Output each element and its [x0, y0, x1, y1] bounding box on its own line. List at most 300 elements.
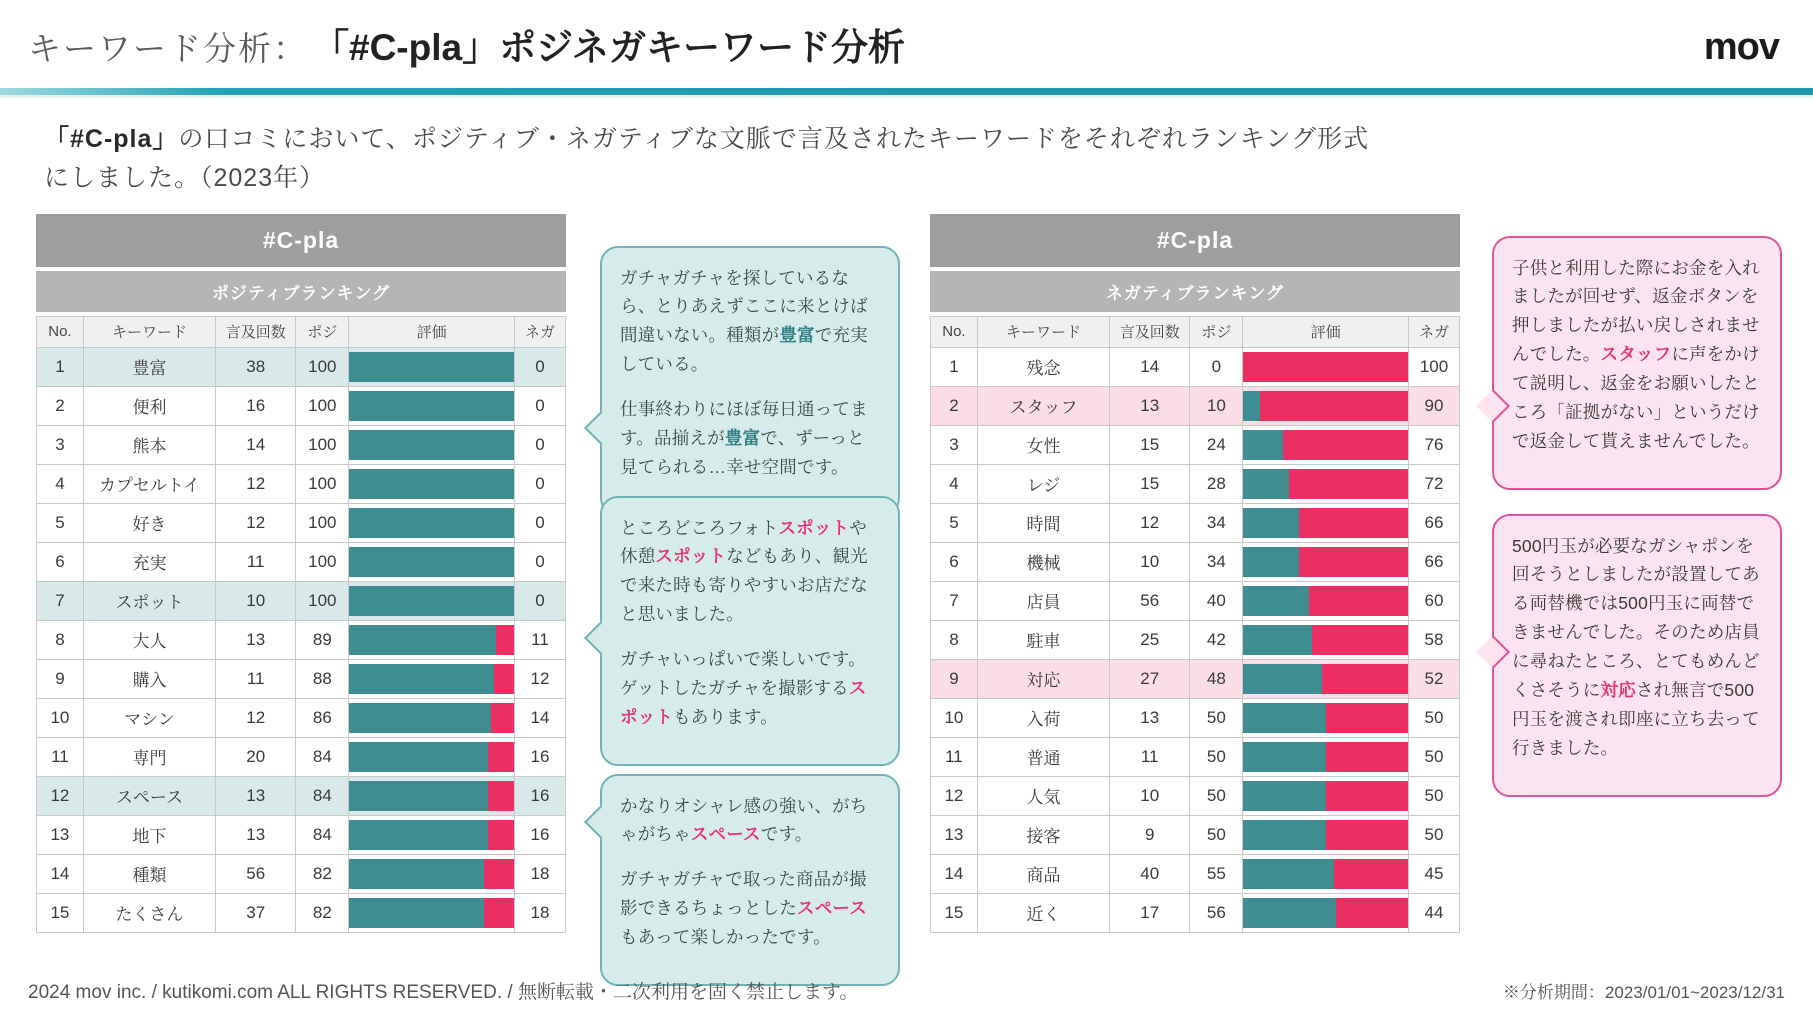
cell-negative-score: 90 [1408, 386, 1459, 425]
callout-paragraph [620, 645, 880, 732]
table-row [931, 737, 1460, 776]
col-no: No. [37, 316, 84, 347]
page-footer [0, 977, 1813, 1004]
cell-negative-score: 16 [514, 776, 565, 815]
rating-bar-negative [488, 781, 514, 811]
cell-rating-bar [1243, 464, 1409, 503]
cell-rating-bar [349, 464, 515, 503]
intro-text [44, 120, 1784, 198]
rating-bar-positive [1243, 664, 1322, 694]
cell-count: 56 [216, 854, 296, 893]
cell-rank: 14 [37, 854, 84, 893]
rating-bar [349, 820, 514, 850]
rating-bar-negative [494, 664, 514, 694]
rating-bar-positive [1243, 898, 1335, 928]
table-header-row [37, 316, 566, 347]
callout-text: です。 [760, 824, 813, 845]
cell-negative-score: 72 [1408, 464, 1459, 503]
callout-text: 子供と利用した際にお金を入れましたが回せず、返金ボタンを押しましたが払い戻しされませんでした。 [1512, 257, 1760, 365]
cell-rating-bar [349, 386, 515, 425]
positive-panel-title: #C-pla [36, 214, 566, 267]
cell-keyword: 近く [977, 893, 1109, 932]
cell-keyword: 購入 [83, 659, 215, 698]
callout-paragraph [620, 264, 880, 380]
cell-keyword: レジ [977, 464, 1109, 503]
cell-rank: 10 [931, 698, 978, 737]
callout-paragraph [620, 514, 880, 630]
rating-bar-negative [1243, 352, 1408, 382]
cell-negative-score: 18 [514, 893, 565, 932]
table-header-row [931, 316, 1460, 347]
intro-line1: の口コミにおいて、ポジティブ・ネガティブな文脈で言及されたキーワードをそれぞれランキング形式 [178, 125, 1370, 153]
col-no: No. [931, 316, 978, 347]
cell-negative-score: 16 [514, 815, 565, 854]
table-row [931, 386, 1460, 425]
cell-count: 56 [1110, 581, 1190, 620]
callout-text: ガチャガチャで取った商品が撮影できるちょっとした [620, 869, 867, 919]
cell-positive-score: 82 [296, 854, 349, 893]
rating-bar [349, 352, 514, 382]
rating-bar [1243, 430, 1408, 460]
cell-keyword: スポット [83, 581, 215, 620]
rating-bar [349, 742, 514, 772]
rating-bar-positive [1243, 469, 1289, 499]
cell-negative-score: 76 [1408, 425, 1459, 464]
rating-bar-positive [1243, 391, 1259, 421]
table-row [37, 815, 566, 854]
cell-negative-score: 16 [514, 737, 565, 776]
cell-keyword: スタッフ [977, 386, 1109, 425]
cell-negative-score: 60 [1408, 581, 1459, 620]
cell-negative-score: 0 [514, 542, 565, 581]
cell-count: 12 [216, 698, 296, 737]
cell-negative-score: 18 [514, 854, 565, 893]
cell-rating-bar [1243, 854, 1409, 893]
cell-keyword: 女性 [977, 425, 1109, 464]
cell-rank: 3 [37, 425, 84, 464]
table-row [931, 815, 1460, 854]
positive-ranking-table [36, 316, 566, 933]
cell-keyword: 人気 [977, 776, 1109, 815]
cell-keyword: 便利 [83, 386, 215, 425]
cell-positive-score: 82 [296, 893, 349, 932]
cell-keyword: カプセルトイ [83, 464, 215, 503]
cell-rank: 6 [931, 542, 978, 581]
table-row [931, 659, 1460, 698]
cell-positive-score: 100 [296, 542, 349, 581]
cell-positive-score: 84 [296, 737, 349, 776]
rating-bar-positive [349, 547, 514, 577]
table-row [37, 620, 566, 659]
callout-positive-2 [600, 496, 900, 766]
table-row [37, 347, 566, 386]
content-area [0, 214, 1813, 954]
callout-paragraph [1512, 254, 1762, 456]
callout-keyword: スタッフ [1600, 344, 1672, 365]
positive-panel-subtitle: ポジティブランキング [36, 271, 566, 312]
cell-rating-bar [349, 425, 515, 464]
cell-keyword: 種類 [83, 854, 215, 893]
cell-count: 13 [216, 815, 296, 854]
cell-count: 13 [1110, 386, 1190, 425]
cell-rank: 1 [37, 347, 84, 386]
rating-bar-negative [488, 820, 514, 850]
table-row [37, 854, 566, 893]
cell-negative-score: 52 [1408, 659, 1459, 698]
cell-positive-score: 55 [1190, 854, 1243, 893]
rating-bar [1243, 859, 1408, 889]
rating-bar-negative [1326, 703, 1408, 733]
rating-bar-negative [1312, 625, 1407, 655]
rating-bar-negative [1334, 859, 1408, 889]
cell-positive-score: 0 [1190, 347, 1243, 386]
rating-bar-negative [1260, 391, 1408, 421]
rating-bar [1243, 547, 1408, 577]
callout-paragraph [1512, 532, 1762, 763]
rating-bar-negative [1299, 508, 1408, 538]
positive-ranking-panel [36, 214, 566, 933]
cell-rating-bar [1243, 893, 1409, 932]
rating-bar-negative [1299, 547, 1408, 577]
rating-bar-positive [1243, 820, 1325, 850]
table-row [37, 386, 566, 425]
rating-bar [1243, 625, 1408, 655]
table-row [931, 503, 1460, 542]
intro-line2: にしました。（2023年） [44, 163, 326, 192]
cell-positive-score: 50 [1190, 698, 1243, 737]
callout-keyword: 対応 [1600, 679, 1636, 700]
table-row [37, 542, 566, 581]
page-header [0, 0, 1813, 88]
cell-positive-score: 50 [1190, 737, 1243, 776]
cell-positive-score: 100 [296, 386, 349, 425]
col-keyword: キーワード [83, 316, 215, 347]
cell-rating-bar [349, 620, 515, 659]
cell-negative-score: 0 [514, 347, 565, 386]
cell-rating-bar [349, 698, 515, 737]
rating-bar-negative [484, 898, 514, 928]
cell-negative-score: 12 [514, 659, 565, 698]
callout-text: などもあり、観光で来た時も寄りやすいお店だなと思いました。 [620, 546, 868, 625]
cell-keyword: 接客 [977, 815, 1109, 854]
cell-rating-bar [349, 347, 515, 386]
cell-keyword: スペース [83, 776, 215, 815]
callout-negative-1 [1492, 236, 1782, 490]
cell-rank: 13 [931, 815, 978, 854]
cell-negative-score: 0 [514, 386, 565, 425]
callout-pointer [584, 805, 618, 839]
cell-keyword: 普通 [977, 737, 1109, 776]
negative-ranking-table [930, 316, 1460, 933]
col-count: 言及回数 [216, 316, 296, 347]
cell-positive-score: 100 [296, 503, 349, 542]
col-pos: ポジ [296, 316, 349, 347]
rating-bar [349, 547, 514, 577]
rating-bar-negative [1326, 781, 1408, 811]
col-neg: ネガ [514, 316, 565, 347]
cell-positive-score: 24 [1190, 425, 1243, 464]
cell-rank: 5 [931, 503, 978, 542]
rating-bar-positive [349, 430, 514, 460]
cell-count: 25 [1110, 620, 1190, 659]
cell-negative-score: 0 [514, 425, 565, 464]
cell-positive-score: 10 [1190, 386, 1243, 425]
cell-rank: 11 [931, 737, 978, 776]
cell-rating-bar [1243, 737, 1409, 776]
rating-bar-positive [1243, 430, 1282, 460]
cell-negative-score: 44 [1408, 893, 1459, 932]
cell-negative-score: 66 [1408, 542, 1459, 581]
cell-keyword: 駐車 [977, 620, 1109, 659]
cell-rank: 13 [37, 815, 84, 854]
col-keyword: キーワード [977, 316, 1109, 347]
cell-negative-score: 50 [1408, 815, 1459, 854]
callout-text: で充実している。 [620, 325, 868, 375]
cell-keyword: 対応 [977, 659, 1109, 698]
rating-bar [349, 469, 514, 499]
cell-negative-score: 50 [1408, 737, 1459, 776]
callout-body [600, 496, 900, 766]
table-row [931, 581, 1460, 620]
rating-bar-negative [1326, 820, 1408, 850]
callout-pointer [1476, 389, 1510, 423]
cell-rank: 2 [931, 386, 978, 425]
callout-positive-3 [600, 774, 900, 986]
callout-paragraph [620, 865, 880, 952]
mov-logo: mov [1703, 26, 1779, 68]
rating-bar [1243, 352, 1408, 382]
cell-positive-score: 50 [1190, 815, 1243, 854]
cell-keyword: 大人 [83, 620, 215, 659]
cell-keyword: たくさん [83, 893, 215, 932]
col-rating: 評価 [1243, 316, 1409, 347]
cell-negative-score: 50 [1408, 698, 1459, 737]
rating-bar-positive [349, 664, 494, 694]
cell-positive-score: 100 [296, 581, 349, 620]
cell-positive-score: 84 [296, 776, 349, 815]
rating-bar-negative [1309, 586, 1408, 616]
cell-count: 11 [216, 659, 296, 698]
cell-positive-score: 100 [296, 347, 349, 386]
cell-rank: 8 [37, 620, 84, 659]
rating-bar-positive [349, 391, 514, 421]
col-rating: 評価 [349, 316, 515, 347]
table-row [37, 659, 566, 698]
rating-bar-positive [349, 586, 514, 616]
rating-bar [1243, 469, 1408, 499]
cell-negative-score: 14 [514, 698, 565, 737]
callout-text: や休憩 [620, 517, 867, 567]
cell-negative-score: 66 [1408, 503, 1459, 542]
rating-bar-positive [1243, 703, 1325, 733]
cell-rating-bar [1243, 776, 1409, 815]
rating-bar-positive [349, 820, 487, 850]
cell-positive-score: 86 [296, 698, 349, 737]
rating-bar [349, 508, 514, 538]
callout-text: ガチャガチャを探しているなら、とりあえずここに来とけば間違いない。種類が [620, 267, 868, 346]
rating-bar-negative [1322, 664, 1408, 694]
rating-bar [349, 625, 514, 655]
rating-bar-positive [1243, 508, 1299, 538]
table-row [931, 425, 1460, 464]
callout-body [600, 774, 900, 986]
cell-rank: 9 [37, 659, 84, 698]
cell-keyword: 豊富 [83, 347, 215, 386]
cell-rating-bar [1243, 503, 1409, 542]
table-row [931, 854, 1460, 893]
callout-text: もあります。 [673, 706, 778, 727]
cell-rating-bar [349, 581, 515, 620]
cell-positive-score: 84 [296, 815, 349, 854]
cell-positive-score: 100 [296, 425, 349, 464]
rating-bar [1243, 586, 1408, 616]
callout-text: 500円玉が必要なガシャポンを回そうとしましたが設置してある両替機では500円玉に両替できませんでした。そのため店員に尋ねたところ、とてもめんどくさそうに [1512, 535, 1760, 700]
rating-bar [1243, 898, 1408, 928]
cell-count: 15 [1110, 425, 1190, 464]
cell-positive-score: 42 [1190, 620, 1243, 659]
cell-rating-bar [349, 659, 515, 698]
cell-rating-bar [349, 503, 515, 542]
cell-count: 11 [216, 542, 296, 581]
cell-count: 16 [216, 386, 296, 425]
callout-body [1492, 514, 1782, 797]
rating-bar-positive [349, 781, 487, 811]
cell-rating-bar [1243, 542, 1409, 581]
cell-rank: 7 [931, 581, 978, 620]
intro-brand: 「#C-pla」 [44, 125, 179, 153]
cell-rank: 6 [37, 542, 84, 581]
cell-positive-score: 28 [1190, 464, 1243, 503]
callout-pointer [1476, 635, 1510, 669]
cell-negative-score: 0 [514, 581, 565, 620]
rating-bar-positive [1243, 586, 1309, 616]
table-row [931, 347, 1460, 386]
cell-keyword: 時間 [977, 503, 1109, 542]
cell-count: 14 [1110, 347, 1190, 386]
cell-count: 13 [216, 620, 296, 659]
cell-rank: 4 [931, 464, 978, 503]
callout-text: もあって楽しかったです。 [620, 927, 831, 947]
rating-bar [349, 898, 514, 928]
col-neg: ネガ [1408, 316, 1459, 347]
cell-positive-score: 34 [1190, 503, 1243, 542]
rating-bar-positive [349, 703, 491, 733]
table-row [931, 542, 1460, 581]
cell-positive-score: 50 [1190, 776, 1243, 815]
cell-count: 27 [1110, 659, 1190, 698]
callout-positive-1 [600, 246, 900, 516]
cell-count: 17 [1110, 893, 1190, 932]
cell-rating-bar [1243, 698, 1409, 737]
callout-paragraph [620, 395, 880, 482]
rating-bar-positive [349, 898, 484, 928]
rating-bar-positive [349, 508, 514, 538]
rating-bar-positive [349, 469, 514, 499]
cell-count: 20 [216, 737, 296, 776]
rating-bar [349, 586, 514, 616]
cell-negative-score: 45 [1408, 854, 1459, 893]
cell-count: 10 [1110, 776, 1190, 815]
rating-bar [1243, 820, 1408, 850]
header-divider-light [0, 95, 1813, 98]
cell-keyword: 充実 [83, 542, 215, 581]
cell-rating-bar [349, 893, 515, 932]
cell-negative-score: 0 [514, 503, 565, 542]
cell-positive-score: 34 [1190, 542, 1243, 581]
table-row [931, 698, 1460, 737]
rating-bar-positive [1243, 625, 1312, 655]
cell-count: 9 [1110, 815, 1190, 854]
table-row [37, 425, 566, 464]
rating-bar [349, 703, 514, 733]
col-count: 言及回数 [1110, 316, 1190, 347]
cell-count: 38 [216, 347, 296, 386]
cell-rank: 11 [37, 737, 84, 776]
col-pos: ポジ [1190, 316, 1243, 347]
cell-positive-score: 56 [1190, 893, 1243, 932]
callout-keyword: スペース [797, 898, 867, 919]
cell-rank: 12 [931, 776, 978, 815]
rating-bar-negative [491, 703, 514, 733]
rating-bar-positive [349, 859, 484, 889]
cell-positive-score: 100 [296, 464, 349, 503]
cell-rank: 10 [37, 698, 84, 737]
cell-negative-score: 11 [514, 620, 565, 659]
rating-bar-negative [1336, 898, 1408, 928]
cell-keyword: 機械 [977, 542, 1109, 581]
cell-negative-score: 0 [514, 464, 565, 503]
cell-rank: 12 [37, 776, 84, 815]
cell-rating-bar [1243, 659, 1409, 698]
table-row [931, 464, 1460, 503]
cell-count: 13 [1110, 698, 1190, 737]
rating-bar-positive [1243, 547, 1299, 577]
cell-positive-score: 48 [1190, 659, 1243, 698]
cell-count: 40 [1110, 854, 1190, 893]
rating-bar [1243, 742, 1408, 772]
callout-text: かなりオシャレ感の強い、がちゃがちゃ [620, 795, 868, 845]
callout-pointer [584, 621, 618, 655]
footer-copyright: 2024 mov inc. / kutikomi.com ALL RIGHTS RESERVED. / 無断転載・二次利用を固く禁止します。 [28, 982, 859, 1003]
table-row [931, 620, 1460, 659]
cell-keyword: 店員 [977, 581, 1109, 620]
cell-positive-score: 89 [296, 620, 349, 659]
cell-keyword: 専門 [83, 737, 215, 776]
cell-keyword: マシン [83, 698, 215, 737]
rating-bar-negative [484, 859, 514, 889]
cell-rating-bar [349, 542, 515, 581]
callout-body [600, 246, 900, 516]
cell-rank: 2 [37, 386, 84, 425]
cell-rank: 7 [37, 581, 84, 620]
cell-rank: 14 [931, 854, 978, 893]
callout-text: ところどころフォト [620, 517, 779, 538]
rating-bar-positive [1243, 859, 1334, 889]
cell-keyword: 熊本 [83, 425, 215, 464]
callout-keyword: スポット [620, 677, 867, 727]
callout-keyword: スペース [690, 824, 761, 845]
table-row [37, 893, 566, 932]
rating-bar [1243, 703, 1408, 733]
cell-count: 10 [1110, 542, 1190, 581]
cell-rating-bar [1243, 425, 1409, 464]
cell-rank: 5 [37, 503, 84, 542]
callout-text: され無言で500円玉を渡され即座に立ち去って行きました。 [1512, 679, 1760, 758]
cell-rating-bar [349, 737, 515, 776]
cell-rating-bar [349, 776, 515, 815]
negative-panel-title: #C-pla [930, 214, 1460, 267]
rating-bar-positive [1243, 742, 1325, 772]
